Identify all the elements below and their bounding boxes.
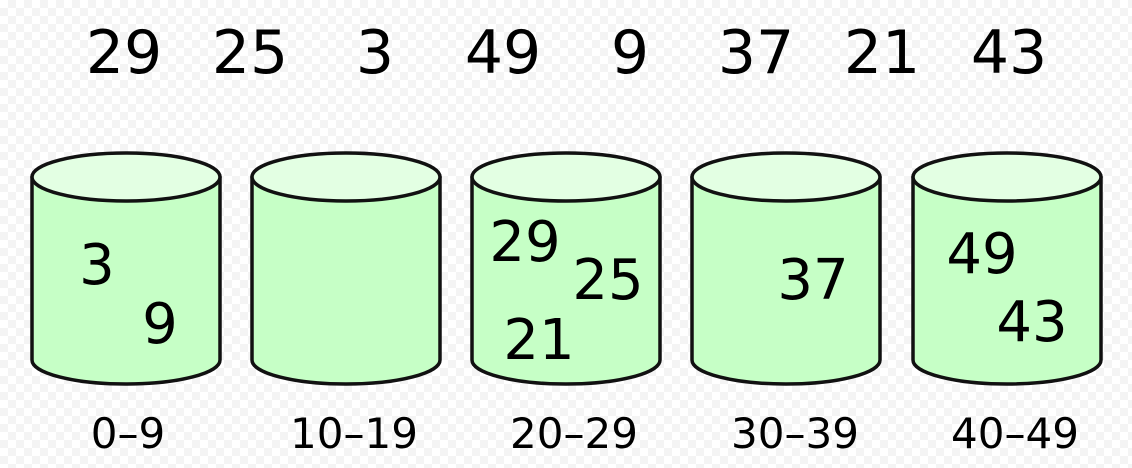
bucket-top	[913, 153, 1101, 201]
input-sequence	[86, 18, 1047, 88]
bucket-item: 3	[79, 233, 115, 298]
bucket-20-29	[472, 153, 660, 458]
bucket-top	[32, 153, 220, 201]
input-value: 21	[843, 18, 921, 88]
bucket-0-9	[32, 153, 220, 458]
bucket-top	[692, 153, 880, 201]
bucket-range-label: 0–9	[90, 409, 166, 458]
bucket-30-39	[692, 153, 880, 458]
input-value: 43	[970, 18, 1048, 88]
input-value: 3	[355, 18, 395, 88]
bucket-item: 9	[142, 292, 178, 357]
bucket-10-19	[252, 153, 440, 458]
bucket-item: 25	[572, 248, 644, 313]
bucket-item: 21	[503, 308, 575, 373]
bucket-item: 37	[777, 248, 849, 313]
bucket-body	[252, 177, 440, 384]
bucket-range-label: 20–29	[510, 409, 638, 458]
bucket-range-label: 10–19	[290, 409, 418, 458]
bucket-item: 29	[489, 210, 561, 275]
input-value: 49	[464, 18, 542, 88]
bucket-body	[32, 177, 220, 384]
bucket-range-label: 40–49	[951, 409, 1079, 458]
input-value: 9	[610, 18, 650, 88]
bucket-40-49	[913, 153, 1101, 458]
bucket-item: 49	[946, 222, 1018, 287]
bucket-top	[472, 153, 660, 201]
bucket-top	[252, 153, 440, 201]
input-value: 37	[717, 18, 795, 88]
input-value: 29	[85, 18, 163, 88]
input-value: 25	[211, 18, 289, 88]
bucket-item: 43	[996, 290, 1068, 355]
bucket-range-label: 30–39	[731, 409, 859, 458]
